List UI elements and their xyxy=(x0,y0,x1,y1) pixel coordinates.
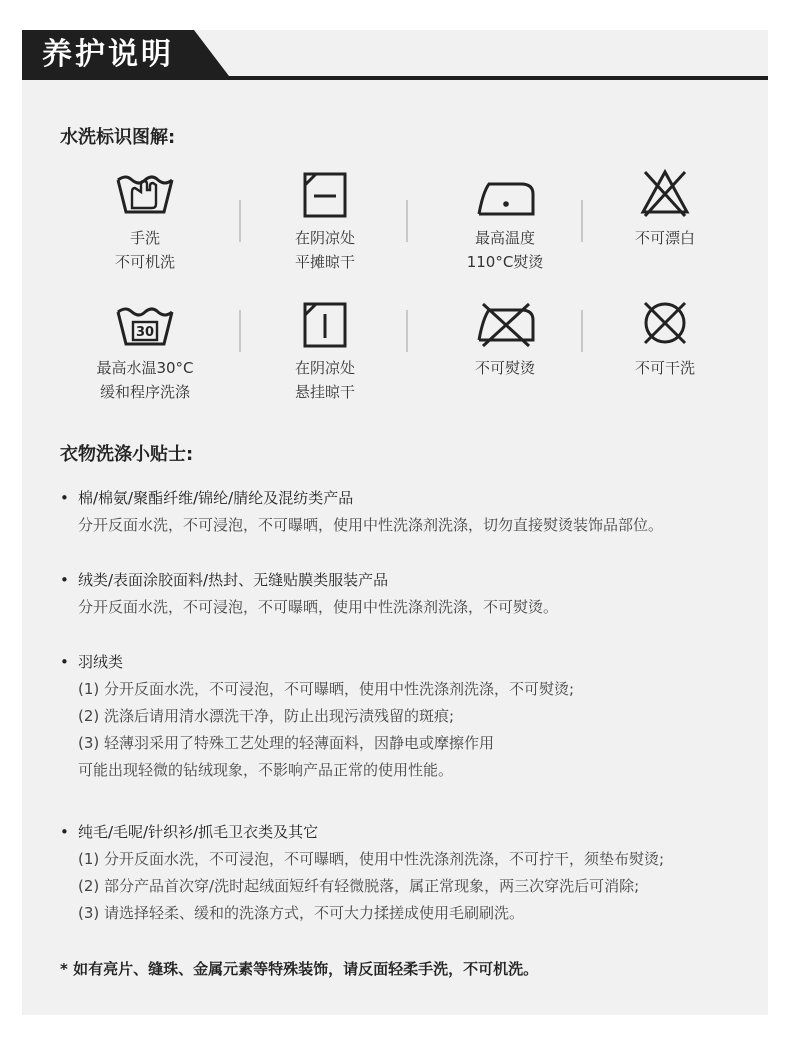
symbol-line-dry: 在阴凉处 悬挂晾干 xyxy=(240,290,410,404)
wash-symbols-title: 水洗标识图解: xyxy=(60,127,176,148)
special-decoration-note: * 如有亮片、缝珠、金属元素等特殊装饰，请反面轻柔手洗，不可机洗。 xyxy=(60,960,539,978)
symbol-no-dry-clean: 不可干洗 xyxy=(580,290,750,380)
wash-temp-text: 30 xyxy=(135,325,155,340)
no-iron-icon xyxy=(420,290,590,348)
hand-wash-icon xyxy=(60,160,230,218)
symbol-no-bleach: 不可漂白 xyxy=(580,160,750,250)
iron-110-icon xyxy=(420,160,590,218)
header-tab xyxy=(22,30,232,80)
column-divider xyxy=(406,310,408,352)
tip-group: • 绒类/表面涂胶面料/热封、无缝贴膜类服装产品 分开反面水洗，不可浸泡，不可曝晒，使用中性洗涤剂洗涤，不可熨烫。 xyxy=(60,571,559,616)
no-dry-clean-icon xyxy=(580,290,750,348)
tip-group: • 羽绒类 (1) 分开反面水洗，不可浸泡，不可曝晒，使用中性洗涤剂洗涤，不可熨烫; (2) 洗涤后请用清水漂洗干净，防止出现污渍残留的斑痕; (3) 轻薄羽采用了特殊工艺处理的轻薄面料，因静电或摩擦作用 可能出现轻微的钻绒现象，不影响产品正常的使用性能。 xyxy=(60,653,575,779)
symbol-no-iron: 不可熨烫 xyxy=(420,290,590,380)
tip-group: • 棉/棉氨/聚酯纤维/锦纶/腈纶及混纺类产品 分开反面水洗，不可浸泡，不可曝晒，使用中性洗涤剂洗涤，切勿直接熨烫装饰品部位。 xyxy=(60,489,664,534)
symbol-iron-110: 最高温度 110°C熨烫 xyxy=(420,160,590,274)
column-divider xyxy=(406,200,408,242)
header-divider xyxy=(222,76,768,80)
dry-flat-shade-icon xyxy=(240,160,410,218)
symbol-dry-flat: 在阴凉处 平摊晾干 xyxy=(240,160,410,274)
line-dry-shade-icon xyxy=(240,290,410,348)
wash-tips-title: 衣物洗涤小贴士: xyxy=(60,444,194,465)
symbol-hand-wash: 手洗 不可机洗 xyxy=(60,160,230,274)
page-title: 养护说明 xyxy=(42,37,174,72)
no-bleach-icon xyxy=(580,160,750,218)
symbol-wash-30: 30 最高水温30°C 缓和程序洗涤 xyxy=(60,290,230,404)
wash-30-icon xyxy=(60,290,230,348)
tip-group: • 纯毛/毛呢/针织衫/抓毛卫衣类及其它 (1) 分开反面水洗，不可浸泡，不可曝晒，使用中性洗涤剂洗涤，不可拧干，须垫布熨烫; (2) 部分产品首次穿/洗时起绒面短纤有轻微脱落，属正常现象，两三次穿洗后可消除; (3) 请选择轻柔、缓和的洗涤方式，不可大力揉搓成使用毛刷刷洗。 xyxy=(60,823,665,922)
